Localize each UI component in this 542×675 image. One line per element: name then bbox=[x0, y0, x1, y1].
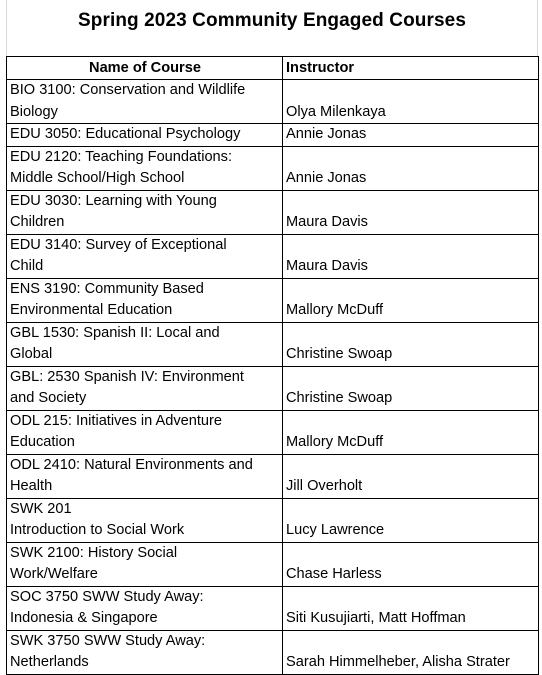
course-name-line: ODL 2410: Natural Environments and bbox=[10, 456, 253, 473]
spreadsheet bbox=[6, 0, 538, 675]
instructor-cell[interactable]: Chase Harless bbox=[283, 542, 539, 586]
instructor-cell[interactable]: Annie Jonas bbox=[283, 146, 539, 190]
course-name-line: SWK 3750 SWW Study Away: bbox=[10, 632, 206, 649]
instructor-cell[interactable]: Sarah Himmelheber, Alisha Strater bbox=[283, 630, 539, 674]
course-name-cell[interactable] bbox=[7, 498, 283, 542]
instructor-cell[interactable]: Maura Davis bbox=[283, 234, 539, 278]
course-name-line: SWK 2100: History Social bbox=[10, 544, 178, 561]
course-name-cell[interactable] bbox=[7, 146, 283, 190]
course-name-line: Middle School/High School bbox=[10, 170, 185, 186]
course-name-line: Health bbox=[10, 478, 53, 494]
instructor-cell[interactable]: Annie Jonas bbox=[283, 124, 539, 147]
table-row bbox=[7, 454, 539, 498]
instructor-cell[interactable]: Christine Swoap bbox=[283, 322, 539, 366]
table-row bbox=[7, 190, 539, 234]
course-name-line: EDU 3140: Survey of Exceptional bbox=[10, 236, 227, 253]
course-name-line: Work/Welfare bbox=[10, 566, 98, 582]
table-row bbox=[7, 146, 539, 190]
table-row bbox=[7, 322, 539, 366]
course-name-line: Netherlands bbox=[10, 654, 89, 670]
instructor-cell[interactable]: Maura Davis bbox=[283, 190, 539, 234]
title-row bbox=[6, 0, 538, 56]
course-name-cell[interactable] bbox=[7, 234, 283, 278]
course-name-line: Education bbox=[10, 434, 75, 450]
header-row bbox=[7, 57, 539, 80]
course-name-line: EDU 3050: Educational Psychology bbox=[10, 126, 241, 142]
instructor-cell[interactable]: Lucy Lawrence bbox=[283, 498, 539, 542]
course-name-line: ODL 215: Initiatives in Adventure bbox=[10, 412, 223, 429]
table-row bbox=[7, 498, 539, 542]
course-name-line: SOC 3750 SWW Study Away: bbox=[10, 588, 204, 605]
instructor-cell[interactable]: Siti Kusujiarti, Matt Hoffman bbox=[283, 586, 539, 630]
course-name-line: and Society bbox=[10, 390, 87, 406]
course-name-cell[interactable] bbox=[7, 124, 283, 147]
table-row bbox=[7, 630, 539, 674]
table-row bbox=[7, 586, 539, 630]
course-name-line: Child bbox=[10, 258, 44, 274]
course-name-line: GBL: 2530 Spanish IV: Environment bbox=[10, 368, 244, 385]
table-row bbox=[7, 278, 539, 322]
course-name-cell[interactable] bbox=[7, 542, 283, 586]
course-name-line: GBL 1530: Spanish II: Local and bbox=[10, 324, 220, 341]
course-name-line: Children bbox=[10, 214, 65, 230]
course-name-cell[interactable] bbox=[7, 366, 283, 410]
course-name-cell[interactable] bbox=[7, 410, 283, 454]
course-name-cell[interactable] bbox=[7, 454, 283, 498]
instructor-cell[interactable]: Christine Swoap bbox=[283, 366, 539, 410]
courses-table bbox=[6, 56, 539, 675]
table-row bbox=[7, 124, 539, 147]
course-name-line: EDU 3030: Learning with Young bbox=[10, 192, 217, 209]
course-name-cell[interactable] bbox=[7, 586, 283, 630]
instructor-column-header: Instructor bbox=[283, 57, 539, 80]
course-name-line: EDU 2120: Teaching Foundations: bbox=[10, 148, 233, 165]
table-row bbox=[7, 542, 539, 586]
course-name-cell[interactable] bbox=[7, 630, 283, 674]
course-name-line: Indonesia & Singapore bbox=[10, 610, 158, 626]
instructor-cell[interactable]: Mallory McDuff bbox=[283, 278, 539, 322]
course-name-cell[interactable] bbox=[7, 190, 283, 234]
course-name-cell[interactable] bbox=[7, 278, 283, 322]
instructor-cell[interactable]: Olya Milenkaya bbox=[283, 80, 539, 124]
course-name-line: Introduction to Social Work bbox=[10, 522, 185, 538]
instructor-cell[interactable]: Jill Overholt bbox=[283, 454, 539, 498]
instructor-cell[interactable]: Mallory McDuff bbox=[283, 410, 539, 454]
course-name-line: Biology bbox=[10, 103, 58, 120]
table-row bbox=[7, 80, 539, 124]
course-column-header: Name of Course bbox=[7, 57, 283, 80]
course-name-cell[interactable] bbox=[7, 80, 283, 124]
sheet-title: Spring 2023 Community Engaged Courses bbox=[77, 10, 466, 31]
course-name-line: BIO 3100: Conservation and Wildlife bbox=[10, 82, 246, 98]
course-name-line: SWK 201 bbox=[10, 500, 72, 517]
course-name-line: ENS 3190: Community Based bbox=[10, 280, 204, 297]
table-row bbox=[7, 410, 539, 454]
course-name-line: Global bbox=[10, 346, 53, 362]
course-name-line: Environmental Education bbox=[10, 302, 173, 318]
course-name-cell[interactable] bbox=[7, 322, 283, 366]
table-row bbox=[7, 234, 539, 278]
table-row bbox=[7, 366, 539, 410]
